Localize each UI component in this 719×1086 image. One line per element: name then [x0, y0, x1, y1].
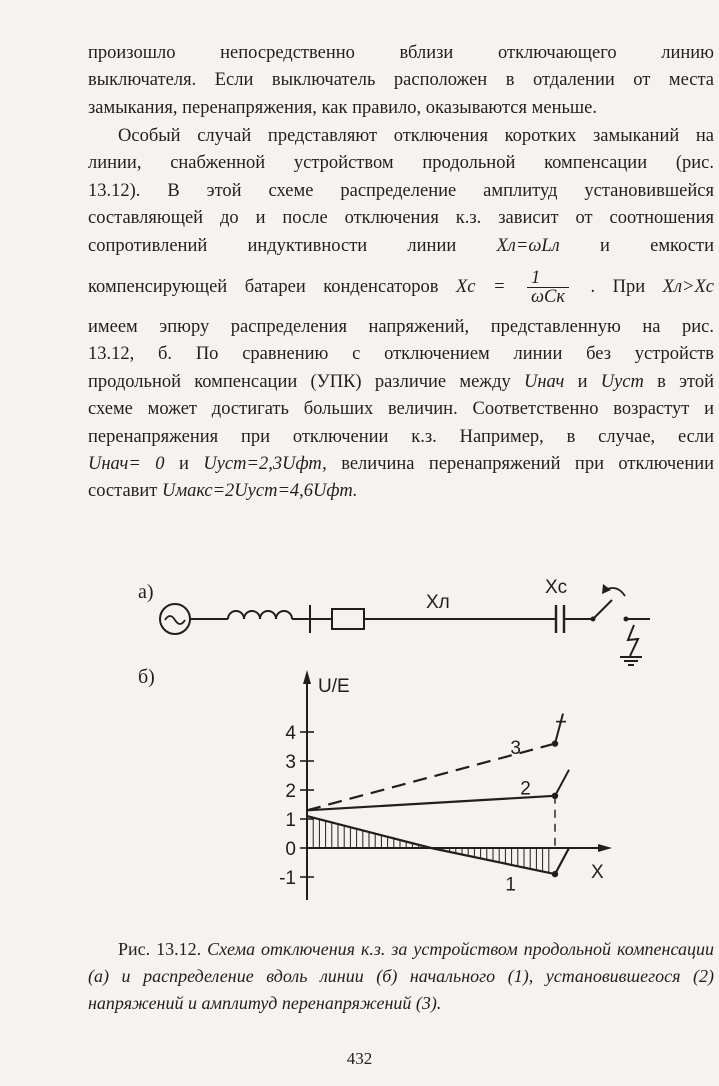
label-a: а) [138, 581, 154, 603]
x-axis-arrow-icon [598, 844, 612, 852]
curve-label-2: 2 [520, 778, 531, 800]
text-line-formula [88, 233, 714, 260]
curve-labels [505, 738, 530, 895]
text-line: имеем эпюру распределения напряжений, представленную на рис. [88, 317, 714, 338]
text-fragment: и емкости [600, 235, 714, 256]
arrow-head-icon [602, 584, 611, 594]
figure-caption [88, 936, 714, 1017]
text-fragment: продольной компенсации (УПК) различие между [88, 371, 524, 392]
text-fragment: составит [88, 481, 162, 502]
text-line: выключателя. Если выключатель расположен в отдалении от места [88, 70, 714, 91]
text-line-formula [88, 369, 714, 396]
fraction-numerator: 1 [527, 269, 569, 288]
text-line-formula [88, 478, 714, 505]
label-b: б) [138, 666, 155, 688]
page-number: 432 [346, 1049, 373, 1068]
xl-label: Xл [426, 592, 450, 613]
figure-13-12 [0, 560, 719, 920]
text-fragment: сопротивлений индуктивности линии [88, 235, 497, 256]
y-tick-label: -1 [279, 868, 296, 889]
xc-formula-lhs: Xc = [455, 277, 506, 298]
text-line: произошло непосредственно вблизи отключающего линию [88, 43, 714, 63]
u-nach: Uнач [523, 371, 565, 392]
text-line: схеме может достигать больших величин. Соответственно возрастут и [88, 399, 714, 420]
text-fragment: в этой [657, 371, 715, 392]
inductor-icon [228, 611, 292, 619]
paragraph-1 [88, 40, 714, 122]
text-line: замыкания, перенапряжения, как правило, оказываются меньше. [88, 97, 597, 118]
u-ust-value: Uуст=2,3Uфт, [203, 454, 327, 475]
x-axis-label: X [591, 862, 604, 883]
xc-fraction [527, 269, 569, 306]
fault-zigzag-icon [628, 625, 638, 656]
y-axis-label: U/E [318, 676, 350, 697]
text-fragment: компенсирующей батареи конденсаторов [88, 277, 456, 298]
y-axis-arrow-icon [303, 670, 311, 684]
text-line: 13.12, б. По сравнению с отключением линии без устройств [88, 344, 714, 365]
condition-formula: Xл>Xc [662, 277, 715, 298]
y-tick-label: 1 [285, 810, 296, 831]
text-fragment: величина перенапряжений при отключении [341, 454, 715, 475]
breaker-icon [332, 609, 364, 629]
sine-icon [165, 616, 185, 624]
switch-blade [593, 600, 612, 619]
text-line-formula [88, 451, 714, 478]
text-fragment: и [178, 454, 204, 475]
text-line: Особый случай представляют отключения коротких замыканий на [118, 126, 714, 146]
text-fragment: и [577, 371, 601, 392]
caption-text: Схема отключения к.з. за устройством продольной компенсации (а) и распределение вдоль линии (б) начального (1), установившегося (2) напряжений и амплитуд перенапряжений (3). [88, 939, 714, 1013]
xl-formula: Xл=ωLл [496, 235, 560, 256]
caption-prefix: Рис. 13.12. [118, 939, 208, 959]
y-tick-label: 4 [285, 723, 296, 744]
text-line: перенапряжения при отключении к.з. Например, в случае, если [88, 426, 714, 447]
u-ust: Uуст [600, 371, 644, 392]
text-fragment: . При [590, 277, 663, 298]
series-1-recovery-tail [555, 848, 569, 874]
curve-label-1: 1 [505, 874, 516, 896]
xc-label: Xc [545, 577, 568, 598]
text-line: линии, снабженной устройством продольной компенсации (рис. [88, 153, 714, 174]
y-tick-label: 3 [285, 752, 296, 773]
text-line-fraction [88, 260, 714, 314]
text-line: 13.12). В этой схеме распределение амплитуд установившейся [88, 180, 714, 201]
y-ticks [279, 723, 314, 889]
u-nach-zero: Uнач= 0 [88, 454, 165, 475]
text-line: составляющей до и после отключения к.з. зависит от соотношения [88, 208, 714, 229]
series-2-line [307, 796, 555, 811]
figure-svg [0, 560, 719, 920]
fraction-denominator: ωCк [530, 287, 566, 308]
series-2-recovery-tail [555, 770, 569, 796]
paragraph-2 [88, 123, 714, 506]
y-tick-label: 2 [285, 781, 296, 802]
curve-label-3: 3 [510, 737, 521, 759]
u-max-formula: Uмакс=2Uуст=4,6Uфт. [162, 481, 358, 502]
series-3-recovery-tail [555, 714, 563, 744]
y-tick-label: 0 [285, 839, 296, 860]
